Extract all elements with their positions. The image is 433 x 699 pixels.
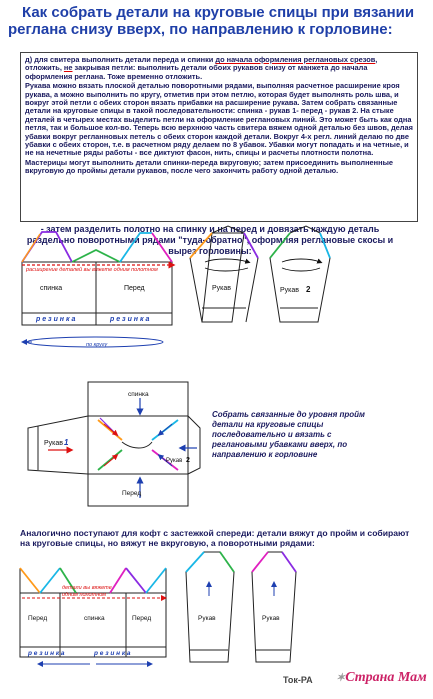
cardigan-sleeve-label-1: Рукав bbox=[198, 615, 216, 622]
cardigan-front-left-label: Перед bbox=[28, 615, 48, 622]
paragraph-3: Мастерицы могут выполнить детали спинки-переда вкруговую; затем присоединить выполненные вкруговую до проймы детали рукавов, после чего закончить работу одной деталью. bbox=[25, 157, 394, 176]
diagram-assembled bbox=[28, 382, 200, 506]
raglan-line-purple bbox=[22, 232, 72, 262]
assembled-sleeve-label-1: Рукав bbox=[44, 440, 63, 447]
sleeve-number-2: 2 bbox=[306, 285, 311, 294]
assembled-front-label: Перед bbox=[122, 490, 142, 497]
raglan-line-magenta bbox=[152, 233, 172, 262]
page-title: Как собрать детали на круговые спицы при вязании реглана снизу вверх, по направлению к горловине: bbox=[8, 4, 415, 38]
subtitle: - затем разделить полотно на спинку и на перед и довязать каждую деталь раздельно поворотными рядами "туда-обратно", оформляя реглановые скосы и вырез горловины: bbox=[26, 224, 394, 256]
logo-text: Страна Мам bbox=[345, 670, 427, 685]
diagram1-note: расширение деталей вы вяжете одним полотном bbox=[26, 267, 158, 273]
cardigan-front-right-label: Перед bbox=[132, 615, 152, 622]
assembled-sleeve-label-2: Рукав bbox=[166, 458, 183, 464]
author-signature: Ток-РА bbox=[283, 675, 313, 685]
diagram4-note-2: одним полотном bbox=[62, 592, 107, 598]
p1-text-c: , отложить, bbox=[25, 55, 378, 73]
assembled-back-label: спинка bbox=[128, 391, 149, 398]
cardigan-back-label: спинка bbox=[84, 615, 105, 622]
diagram4-note-1: детали вы вяжете bbox=[62, 585, 112, 591]
p1-text-underlined: до начала оформления реглановых срезов bbox=[215, 55, 376, 64]
assembled-sleeve-number-1: 1 bbox=[64, 438, 69, 447]
assembly-caption: Собрать связанные до уровня пройм детали на круговые спицы последовательно и вязать с реглановыми убавками вверх, по направлению к горловине bbox=[212, 410, 365, 459]
diagram-sleeves-2 bbox=[186, 552, 296, 662]
raglan-line-cyan bbox=[120, 233, 152, 262]
cardigan-note: Аналогично поступают для кофт с застежкой спереди: детали вяжут до пройм и собирают на круговые спицы, но вяжут не вкруговую, а поворотными рядами: bbox=[20, 528, 410, 548]
sleeve-label-1: Рукав bbox=[212, 285, 231, 292]
paragraph-2: Рукава можно вязать плоской деталью поворотными рядами, выполняя расчетное расширение кроя рукава, а можно выполнить по кругу, отметив при этом петлю, которая будет выполнять роль шва, и вокруг этой петли с обеих сторон вязать прибавки на расширение рукава. Затем собрать связанные детали на круговые спицы в такой последовательности: спинка - рукав 1- перед - рукав 2. На стыке деталей в четырех местах выделить петли на оформление реглановых линий. Это может быть как одна петля, так и большое кол-во. Теперь всю верхнюю часть свитера вяжем одной деталью без швов, делая убавки вокруг регланновых петель с обеих сторон каждой детали. Вокруг 4-х регл. линий делаю по две убавки с обеих сторон, т.е. в расчетном ряду делаем по 8 убавок. Убавки могут попадать и на четные, и не на нечетные ряды работы - все диктуют фасон, нить, спицы и расчеты плотности полотна. bbox=[25, 81, 413, 158]
rib-label-left: р е з и н к а bbox=[36, 316, 76, 323]
p1-text-ne: не bbox=[63, 63, 73, 73]
front-label: Перед bbox=[124, 285, 145, 292]
site-logo bbox=[336, 670, 427, 686]
diagram-sleeves-1 bbox=[190, 226, 330, 322]
raglan-line-orange bbox=[22, 234, 40, 262]
assembled-sleeve-number-2: 2 bbox=[186, 457, 190, 464]
diagram-body-1 bbox=[22, 232, 172, 348]
back-label: спинка bbox=[40, 285, 63, 292]
rib-label-right: р е з и н к а bbox=[110, 316, 150, 323]
cardigan-rib-label-right: р е з и н к а bbox=[94, 650, 131, 657]
logo-star-icon: ✶ bbox=[336, 672, 346, 684]
raglan-line-green bbox=[72, 250, 120, 262]
circle-label: по кругу bbox=[86, 342, 108, 348]
diagram-body-2 bbox=[20, 568, 166, 664]
p1-text-a: д) для свитера выполнить детали переда и спинки bbox=[25, 55, 216, 64]
sleeve-label-2: Рукав bbox=[280, 287, 299, 294]
p1-text-e: закрывая петли: выполнить детали обоих рукавов снизу от манжета до начала оформления реглана. Тоже временно отложить. bbox=[25, 63, 368, 81]
cardigan-rib-label-left: р е з и н к а bbox=[28, 650, 65, 657]
cardigan-sleeve-label-2: Рукав bbox=[262, 615, 280, 622]
